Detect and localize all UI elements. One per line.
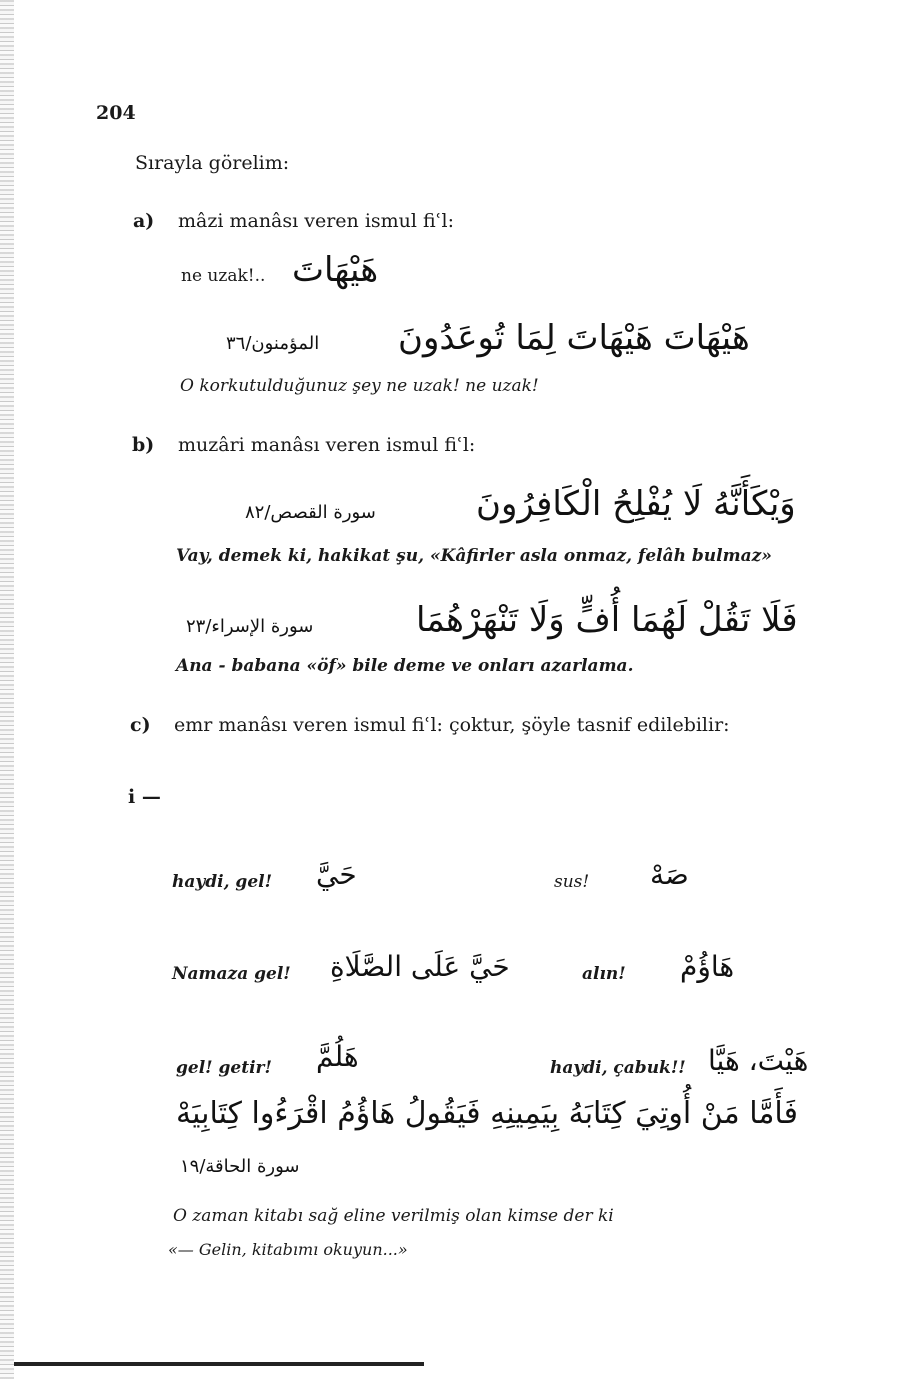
imperative-tr: sus! (554, 872, 590, 892)
section-c-translation-line2: «— Gelin, kitabımı okuyun...» (168, 1240, 408, 1259)
section-b-verse1-ref: سورة القصص/٨٢ (245, 502, 376, 523)
imperative-ar: هَاؤُمْ (680, 950, 735, 983)
section-a-label: a) (133, 210, 155, 232)
page-number: 204 (96, 102, 136, 124)
section-b-translation1: Vay, demek ki, hakikat şu, «Kâfirler asla onmaz, felâh bulmaz» (176, 546, 772, 566)
section-c-verse-arabic: فَأَمَّا مَنْ أُوتِيَ كِتَابَهُ بِيَمِينِهِ فَيَقُولُ هَاؤُمُ اقْرَءُوا كِتَابِيَهْ (176, 1096, 798, 1131)
section-b-label: b) (132, 434, 155, 456)
section-c-label: c) (130, 714, 151, 736)
imperative-ar: هَيْتَ، هَيَّا (708, 1044, 809, 1077)
imperative-tr: haydi, gel! (172, 872, 273, 892)
section-a-gloss-arabic: هَيْهَاتَ (292, 250, 379, 290)
imperative-tr: gel! getir! (176, 1058, 272, 1078)
imperative-tr: Namaza gel! (172, 964, 291, 984)
section-a-heading: mâzi manâsı veren ismul fiʿl: (178, 210, 455, 232)
section-a-gloss-text: ne uzak!.. (181, 266, 266, 286)
imperative-tr: haydi, çabuk!! (550, 1058, 686, 1078)
section-a-verse-ref: المؤمنون/٣٦ (226, 333, 320, 354)
imperative-ar: حَيَّ (316, 858, 357, 891)
section-a-verse-arabic: هَيْهَاتَ هَيْهَاتَ لِمَا تُوعَدُونَ (398, 318, 750, 358)
scan-edge (0, 0, 14, 1379)
imperative-ar: حَيَّ عَلَى الصَّلَاةِ (330, 950, 510, 983)
section-a-translation: O korkutulduğunuz şey ne uzak! ne uzak! (180, 376, 539, 396)
bottom-rule (14, 1362, 424, 1366)
section-b-verse1-arabic: وَيْكَأَنَّهُ لَا يُفْلِحُ الْكَافِرُونَ (476, 484, 796, 524)
section-b-verse2-arabic: فَلَا تَقُلْ لَهُمَا أُفٍّ وَلَا تَنْهَرْهُمَا (416, 600, 798, 640)
intro-text: Sırayla görelim: (135, 152, 290, 174)
imperative-ar: هَلُمَّ (316, 1040, 359, 1073)
section-b-heading: muzâri manâsı veren ismul fiʿl: (178, 434, 476, 456)
section-b-translation2: Ana - babana «öf» bile deme ve onları azarlama. (176, 656, 634, 676)
section-c-translation-line1: O zaman kitabı sağ eline verilmiş olan kimse der ki (173, 1206, 614, 1226)
imperative-ar: صَهْ (650, 858, 689, 891)
section-c-heading: emr manâsı veren ismul fiʿl: çoktur, şöyle tasnif edilebilir: (174, 714, 730, 736)
section-b-verse2-ref: سورة الإسراء/٢٣ (186, 616, 314, 637)
section-c-verse-ref: سورة الحاقة/١٩ (180, 1156, 300, 1177)
imperative-tr: alın! (582, 964, 626, 984)
section-c-sublabel: i — (128, 786, 161, 808)
